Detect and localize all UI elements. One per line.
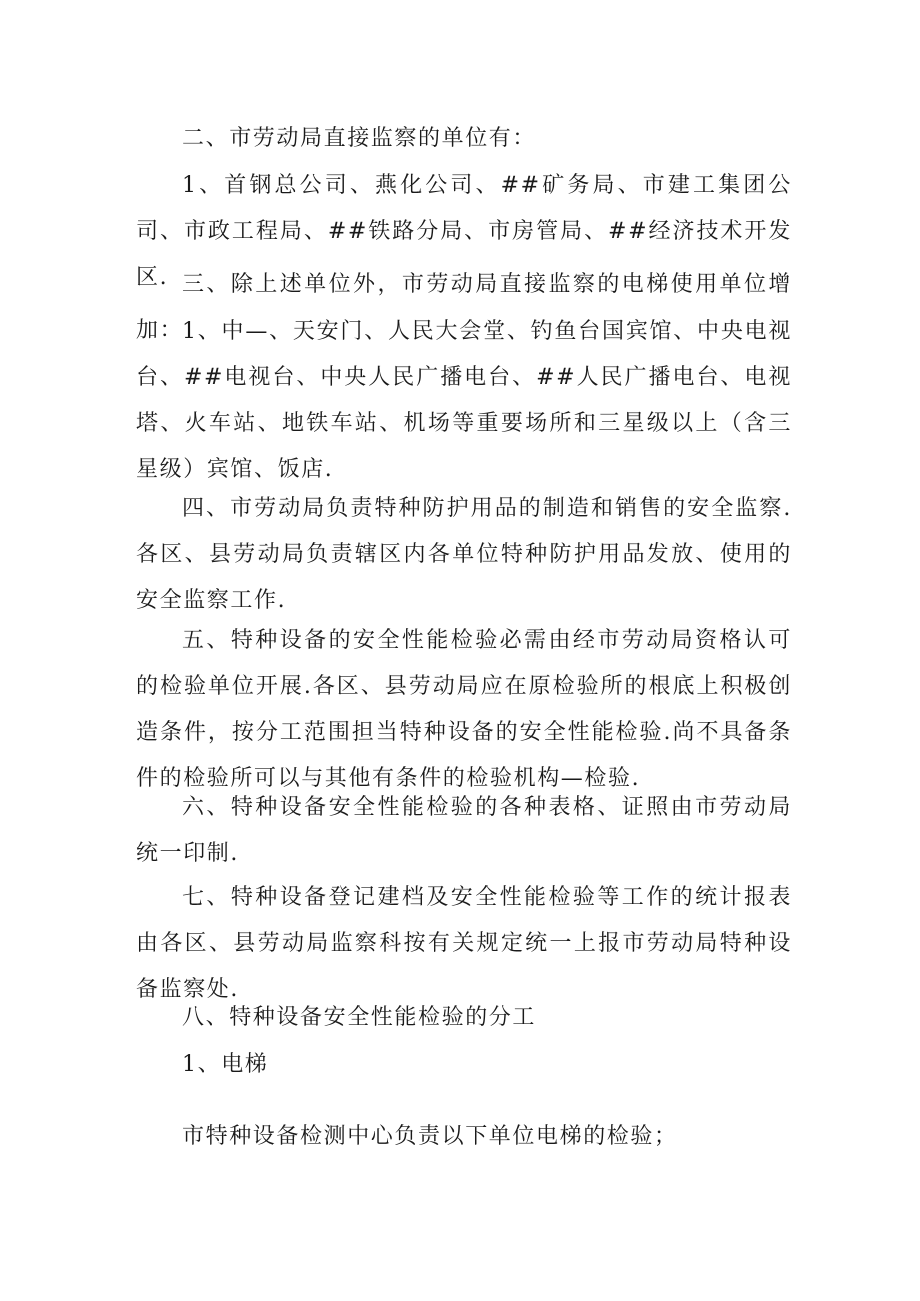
section-2-item-1: 1、首钢总公司、燕化公司、##矿务局、市建工集团公司、市政工程局、##铁路分局、市房管局、##经济技术开发区. <box>136 173 792 290</box>
section-4-paragraph: 四、市劳动局负责特种防护用品的制造和销售的安全监察.各区、县劳动局负责辖区内各单位特种防护用品发放、使用的安全监察工作. <box>136 496 792 613</box>
section-8-item-1-paragraph: 市特种设备检测中心负责以下单位电梯的检验； <box>182 1124 678 1149</box>
section-3-item-1: 1、中—、天安门、人民大会堂、钓鱼台国宾馆、中央电视台、##电视台、中央人民广播电台、##人民广播电台、电视塔、火车站、地铁车站、机场等重要场所和三星级以上（含三星级）宾馆、饭店. <box>136 319 792 482</box>
section-2-heading: 二、市劳动局直接监察的单位有： <box>182 126 537 151</box>
section-6-paragraph: 六、特种设备安全性能检验的各种表格、证照由市劳动局统一印制. <box>136 795 792 866</box>
section-5-paragraph: 五、特种设备的安全性能检验必需由经市劳动局资格认可的检验单位开展.各区、县劳动局应在原检验所的根底上积极创造条件，按分工范围担当特种设备的安全性能检验.尚不具备条件的检验所可以与其他有条件的检验机构—检验. <box>136 628 792 791</box>
section-7-paragraph: 七、特种设备登记建档及安全性能检验等工作的统计报表由各区、县劳动局监察科按有关规定统一上报市劳动局特种设备监察处. <box>136 885 792 1002</box>
section-3-heading: 三、除上述单位外，市劳动局直接监察的电梯使用单位增加： <box>136 272 792 343</box>
section-8-item-1-heading: 1、电梯 <box>182 1052 269 1077</box>
section-8-heading: 八、特种设备安全性能检验的分工 <box>182 1005 537 1030</box>
